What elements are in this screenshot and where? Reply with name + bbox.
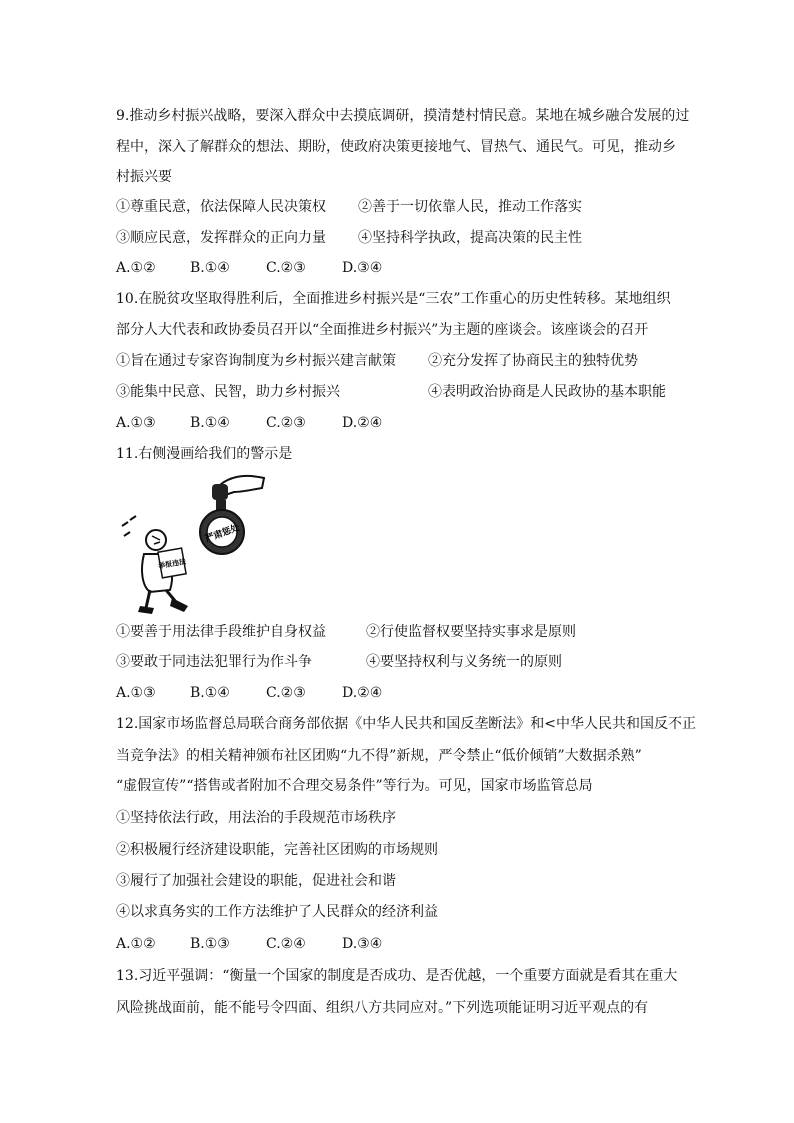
q11-choice-c: C.②③ <box>266 685 306 701</box>
q11-choices <box>116 683 682 703</box>
q12-stem-line-1: 12.国家市场监督总局联合商务部依据《中华人民共和国反垄断法》和<中华人民共和国反不正 <box>116 716 696 732</box>
q12-choice-a: A.①② <box>116 936 156 952</box>
q10-choice-a: A.①③ <box>116 415 156 431</box>
q12-stem-line-2: 当竞争法》的相关精神颁布社区团购“九不得”新规，严令禁止“低价倾销”大数据杀熟” <box>116 748 642 764</box>
q10-choices <box>116 413 682 433</box>
q11-option-4: ④要坚持权利与义务统一的原则 <box>366 654 562 670</box>
q9-choice-c: C.②③ <box>266 260 306 276</box>
q12-option-4: ④以求真务实的工作方法维护了人民群众的经济利益 <box>116 904 438 920</box>
q9-option-3: ③顺应民意，发挥群众的正向力量 <box>116 230 326 246</box>
q9-choices <box>116 258 682 278</box>
q10-stem-line-1: 10.在脱贫攻坚取得胜利后，全面推进乡村振兴是“三农”工作重心的历史性转移。某地组织 <box>116 291 671 307</box>
q11-options-row-2 <box>116 652 682 672</box>
q11-choice-a: A.①③ <box>116 685 156 701</box>
q10-choice-c: C.②③ <box>266 415 306 431</box>
q11-cartoon-sign-text: 举报违法 <box>157 556 187 571</box>
q10-options-row-2 <box>116 382 682 402</box>
q12-option-2: ②积极履行经济建设职能，完善社区团购的市场规则 <box>116 842 438 858</box>
q10-option-2: ②充分发挥了协商民主的独特优势 <box>428 353 638 369</box>
q10-choice-b: B.①④ <box>190 415 230 431</box>
q11-stem: 11.右侧漫画给我们的警示是 <box>116 446 293 462</box>
q9-options-row-2 <box>116 228 682 248</box>
q12-option-3: ③履行了加强社会建设的职能，促进社会和谐 <box>116 873 396 889</box>
q10-option-3: ③能集中民意、民智，助力乡村振兴 <box>116 384 340 400</box>
q9-stem-line-2: 程中，深入了解群众的想法、期盼，使政府决策更接地气、冒热气、通民气。可见，推动乡 <box>116 139 676 155</box>
q9-choice-b: B.①④ <box>190 260 230 276</box>
q10-options-row-1 <box>116 351 682 371</box>
q12-stem-line-3: “虚假宣传”“搭售或者附加不合理交易条件”等行为。可见，国家市场监管总局 <box>116 778 593 794</box>
q11-choice-b: B.①④ <box>190 685 230 701</box>
q9-option-2: ②善于一切依靠人民，推动工作落实 <box>358 199 582 215</box>
q9-choice-a: A.①② <box>116 260 156 276</box>
q13-stem-line-2: 风险挑战面前，能不能号令四面、组织八方共同应对。”下列选项能证明习近平观点的有 <box>116 1000 649 1016</box>
q13-stem-line-1: 13.习近平强调：“衡量一个国家的制度是否成功、是否优越，一个重要方面就是看其在重大 <box>116 968 678 984</box>
q12-choice-b: B.①③ <box>190 936 230 952</box>
q11-cartoon-person <box>138 530 188 614</box>
q10-stem-line-2: 部分人大代表和政协委员召开以“全面推进乡村振兴”为主题的座谈会。该座谈会的召开 <box>116 322 649 338</box>
q12-choice-d: D.③④ <box>342 936 383 952</box>
q9-option-4: ④坚持科学执政，提高决策的民主性 <box>358 230 582 246</box>
q10-choice-d: D.②④ <box>342 415 383 431</box>
q9-options-row-1 <box>116 197 682 217</box>
q11-option-1: ①要善于用法律手段维护自身权益 <box>116 624 326 640</box>
q9-stem-line-3: 村振兴要 <box>116 169 172 185</box>
q12-option-1: ①坚持依法行政，用法治的手段规范市场秩序 <box>116 810 396 826</box>
q9-stem-line-1: 9.推动乡村振兴战略，要深入群众中去摸底调研，摸清楚村情民意。某地在城乡融合发展的过 <box>116 108 690 124</box>
q11-cartoon <box>116 470 276 620</box>
q11-option-3: ③要敢于同违法犯罪行为作斗争 <box>116 654 312 670</box>
q11-cartoon-medal-text: 严肃惩处 <box>204 523 242 545</box>
q9-option-1: ①尊重民意，依法保障人民决策权 <box>116 199 326 215</box>
q12-choice-c: C.②④ <box>266 936 306 952</box>
q10-option-4: ④表明政治协商是人民政协的基本职能 <box>428 384 666 400</box>
q11-cartoon-medal <box>200 510 244 554</box>
q11-choice-d: D.②④ <box>342 685 383 701</box>
q10-option-1: ①旨在通过专家咨询制度为乡村振兴建言献策 <box>116 353 396 369</box>
q11-option-2: ②行使监督权要坚持实事求是原则 <box>366 624 576 640</box>
q11-options-row-1 <box>116 622 682 642</box>
q9-choice-d: D.③④ <box>342 260 383 276</box>
q12-choices <box>116 934 682 954</box>
